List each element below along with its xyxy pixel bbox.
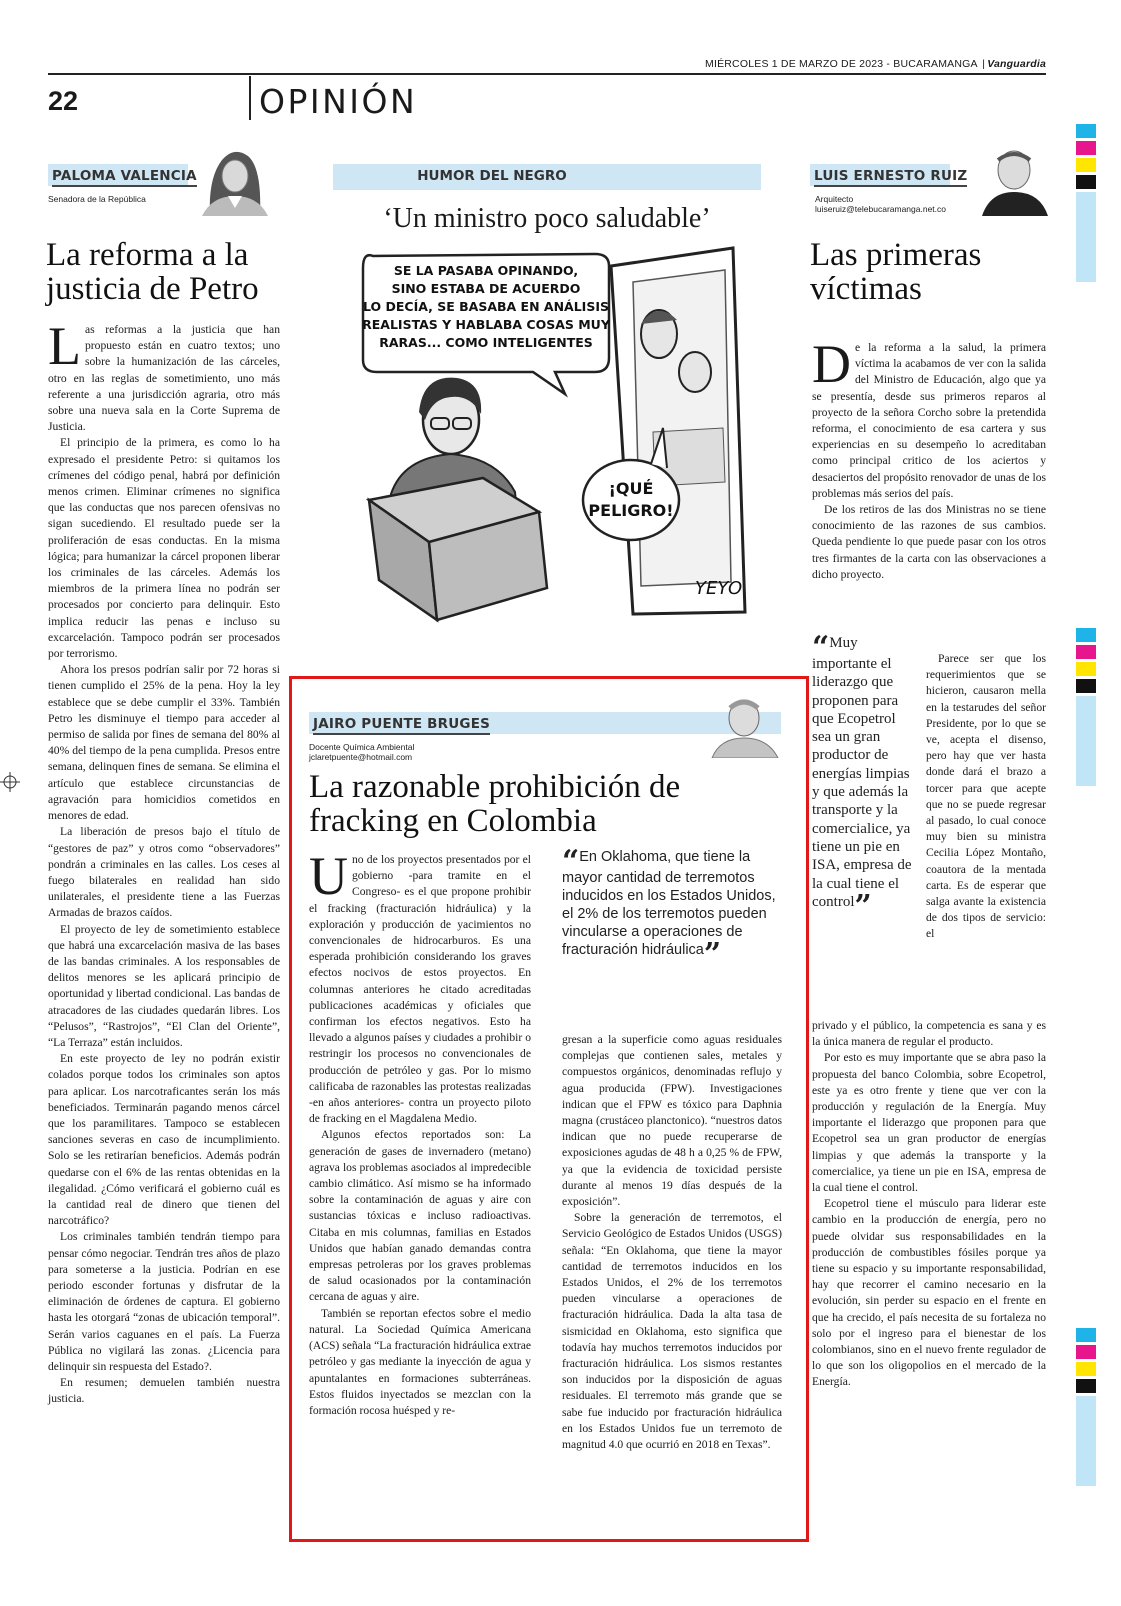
quote-open-icon: “ (812, 630, 830, 665)
article-body-col2: gresan a la superficie como aguas residuales complejas que contienen sales, metales y compuestos orgánicos, denominadas reflujo y agua producida (FPW). Investigaciones indican que el FPW es tóxico para Daphnia magna (crustáceo planctonico). “nuestros datos indican que no puede recuperarse de exposiciones agudas de 48 h a 0,25 % de FPW, ya que la evidencia de toxicidad persiste durante al menos 19 días después de la exposición”. Sobre la generación de terremotos, el Servicio Geológico de Estados Unidos (USGS) señala: “En Oklahoma, que tiene la mayor cantidad de terremotos inducidos en los Estados Unidos, el 2% de los terremotos pueden vincularse a operaciones de fracturación hidráulica. Dada la alta tasa de sismicidad en Oklahoma, esto significa que todavía hay muchos terremotos inducidos por fracturación hidráulica. Los sismos restantes son inducidos por la disposición de aguas residuales. El terremoto más grande que se sabe fue inducido por fracturación hidráulica en los Estados Unidos fue un terremoto de magnitud 4.0 que ocurrió en 2018 en Texas”. (562, 1033, 782, 1452)
drop-cap: L (48, 316, 81, 376)
speech-exclamation: PELIGRO! (588, 501, 674, 520)
article-body: Las reformas a la justicia que han propuesto están en cuatro textos; uno sobre la humanización de las cárceles, otro en las reglas de sometimiento, uno más referente a una jurisdicción agraria, otro más sobre una nueva sala en la Corte Suprema de Justicia. El principio de la primera, es como lo ha expresado el presidente Petro: si quitamos los crímenes del código penal, habrá por definición menos crimen. Eliminar crímenes no significa que las conductas que nos parecen ofensivas no sigan sucediendo. El resultado puede ser la proliferación de esas conductas. En la misma lógica; para humanizar la cárcel proponen liberar los criminales de las cárceles. Además los miembros de la primera línea no podrán ser procesados por concierto para delinquir. Esto implica reducir las penas e incluso su excarcelación. Tampoco podrán ser procesados por terrorismo. Ahora los presos podrían salir por 72 horas si tienen cumplido el 25% de la pena. Hoy la ley establece que se debe cumplir el 33%. También Petro les disminuye el tiempo para acceder al permiso de salida por fines de semana del 80% al 40% del tiempo de la pena cumplida. Presos entre semana, delinquen fines de semana. Se elimina el artículo que establece circunstancias de agravación para homicidios cometidos en menores de edad. La liberación de presos bajo el título de “gestores de paz” y otros como “observadores” pondrán a criminales en las calles. Los ceses al fuego bilaterales en realidad han sido unilaterales, el presidente tiene a las Fuerzas Armadas de brazos caídos. El proyecto de ley de sometimiento establece que habrá una excarcelación masiva de las bases de las bandas criminales. A los responsables de delitos menores se les aplicará principio de oportunidad y libertad condicional. Las bandas de atracadores de las ciudades quedarán libres. Los “Pelusos”, “Rastrojos”, “El Clan del Oriente”, “La Terraza” están incluidos. En este proyecto de ley no podrán existir colados porque todos los criminales son aptos para aplicar. Los narcotraficantes serán los más beneficiados. Terminarán pagando menos cárcel que los paramilitares. Tampoco se establecen sanciones severas en caso de incumplimiento. Solo se les retirarían beneficios. Además podrán quedarse con el 6% de las rentas obtenidas en la ilegalidad. ¿Cómo verificará el gobierno cuál es la cantidad real de dinero que tienen del narcotráfico? Los criminales también tendrán tiempo para pensar cómo negociar. Tendrán tres años de plazo para someterse a la justicia. Podrían en ese periodo esconder fortunas y disfrutar de la eliminación de órdenes de captura. El gobierno hasta les otorgará “zonas de ubicación temporal”. Serán varios caguanes en el país. La Fuerza Pública no vigilará las zonas. ¿Licencia para delinquir sin respuesta del Estado?. En resumen; demuelen también nuestra justicia. (48, 316, 280, 1406)
article-headline: La razonable prohibición de fracking en Colombia (309, 769, 681, 839)
color-registration-mark (1076, 1328, 1096, 1489)
article-headline: Las primeras víctimas (810, 237, 982, 307)
article-body-col1: Uno de los proyectos presentados por el gobierno -para tramite en el Congreso- es el que propone prohibir el fracking (fracturación hidráulica) y la exploración y producción de yacimientos no convencionales de hidrocarburos. Es una esperada prohibición considerando los graves efectos nocivos de estos proyectos. En columnas anteriores he citado acreditadas publicaciones académicas y oficiales que confirman los efectos negativos. Esto ha llevado a algunos países y ciudades a prohibir o restringir los procesos no convencionales de producción de petróleo y gas. Por lo mismo calificaba de razonables las protestas realizadas -en años anteriores- contra un proyecto piloto de fracking en el Magdalena Medio. Algunos efectos reportados son: La generación de gases de invernadero (metano) agrava los problemas asociados al impredecible cambio climático. Así mismo se ha informado sobre la contaminación de aguas y aire con sustancias tóxicas e incluso radioactivas. Citaba en mis columnas, familias en Estados Unidos que habían ganado demandas contra empresas petroleras por los graves problemas de salud ocasionados por la contaminación cercana de aguas y aire. También se reportan efectos sobre el medio natural. La Sociedad Química Americana (ACS) señala “La fracturación hidráulica extrae petróleo y gas mediante la inyección de agua y apuntalantes en formaciones subterráneas. Estos fluidos inyectados se mezclan con la formación rocosa huésped y re- (309, 846, 531, 1417)
pull-quote: “En Oklahoma, que tiene la mayor cantidad de terremotos inducidos en los Estados Unidos, el 2% de los terremotos pueden vincularse a operaciones de fracturación hidráulica” (562, 844, 776, 972)
quote-close-icon: ” (854, 888, 872, 924)
article-body-top: De la reforma a la salud, la primera víctima la acabamos de ver con la salida del Ministro de Educación, algo que ya se presentía, desde sus primeros reparos al proyecto de la señora Corcho sobre la pretendida reforma, el conocimiento de esa cartera y sus experiencias en su desempeño lo acreditaban como principal critico de los aciertos y desaciertos del propósito renovador de unas de los problemas más serios del país. De los retiros de las dos Ministras no se tiene conocimiento de las razones de sus cambios. Queda pendiente lo que puede pasar con los otros tres firmantes de la carta con las observaciones a dicho proyecto. (812, 334, 1046, 581)
cartoon-section-label: HUMOR DEL NEGRO (417, 168, 567, 184)
speech-line: SE LA PASABA OPINANDO, (393, 263, 579, 278)
author-photo-avatar (188, 138, 280, 216)
header-divider (249, 76, 251, 120)
section-title: OPINIÓN (259, 82, 418, 121)
speech-line: SINO ESTABA DE ACUERDO (391, 281, 581, 296)
speech-exclamation: ¡QUÉ (608, 479, 654, 498)
drop-cap: U (309, 846, 348, 906)
author-name: PALOMA VALENCIA (52, 168, 197, 187)
author-role: Arquitecto (815, 194, 854, 204)
speech-line: LO DECÍA, SE BASABA EN ANÁLISIS (362, 299, 610, 314)
author-name: JAIRO PUENTE BRUGES (313, 716, 490, 735)
speech-line: RARAS... COMO INTELIGENTES (379, 335, 593, 350)
author-photo-avatar (706, 688, 784, 758)
crop-mark-icon (0, 772, 20, 792)
color-registration-mark (1076, 124, 1096, 285)
editorial-cartoon-illustration (333, 242, 761, 654)
drop-cap: D (812, 334, 851, 394)
article-body-side: Parece ser que los requerimientos que se hicieron, causaron mella en la testarudes del señor Presidente, por lo que se ve, acepta el disenso, pero hay que ver hasta donde dará el brazo a torcer para que acepte que no se puede regresar al pasado, lo cual conoce muy bien su ministra Cecilia López Montaño, coautora de la mentada carta. Es de esperar que salga avante la existencia de dos tipos de servicio: el (926, 652, 1046, 941)
author-email: luiseruiz@telebucaramanga.net.co (815, 204, 947, 214)
cartoon-title: ‘Un ministro poco saludable’ (383, 203, 711, 234)
cartoonist-signature: YEYO (695, 578, 743, 599)
color-registration-mark (1076, 628, 1096, 789)
author-name: LUIS ERNESTO RUIZ (814, 168, 967, 187)
quote-close-icon: ” (703, 937, 722, 972)
speech-line: REALISTAS Y HABLABA COSAS MUY (362, 317, 610, 332)
article-body-bottom: privado y el público, la competencia es sana y es la única manera de regular el producto. Por esto es muy importante que se abra paso la propuesta del banco Colombia, sobre Ecopetrol, este ya es otro frente y tiene que ver con la producción y regulación de la Energía. Muy importante el liderazgo que proponen para que Ecopetrol sea un gran productor de energías limpias y que además la transporte y la comercialice, ya tiene un pie en ISA, empresa de la cual tiene el control. Ecopetrol tiene el músculo para liderar este cambio en la producción de energía, pero no puede olvidar sus responsabilidades en la producción de combustibles fósiles porque ya tiene su espacio y su importante responsabilidad, hay que recorrer el camino necesario en la evolución, sin perder su espacio en el frente en que ha crecido, el país necesita de su fortaleza no solo por el ingreso para el bienestar de los colombianos, sino en el nuevo frente regulador de lo que son los oligopolios en el mercado de la Energía. (812, 1019, 1046, 1389)
author-photo-avatar (982, 142, 1048, 216)
brand-logo: Vanguardia (987, 58, 1046, 70)
date-line: MIÉRCOLES 1 DE MARZO DE 2023 - BUCARAMANGA | Vanguardia (705, 58, 1046, 70)
header-rule (48, 73, 1046, 75)
author-email: jclaretpuente@hotmail.com (309, 752, 413, 762)
article-headline: La reforma a la justicia de Petro (46, 237, 259, 307)
pull-quote: “Muy importante el liderazgo que proponen para que Ecopetrol sea un gran productor de energías limpias y que además la transporte y la comercialice, ya tiene un pie en ISA, empresa de la cual tiene el control” (812, 630, 912, 924)
author-role: Docente Química Ambiental (309, 742, 415, 752)
author-role: Senadora de la República (48, 194, 146, 204)
quote-open-icon: “ (562, 844, 580, 879)
page-number: 22 (48, 86, 79, 116)
